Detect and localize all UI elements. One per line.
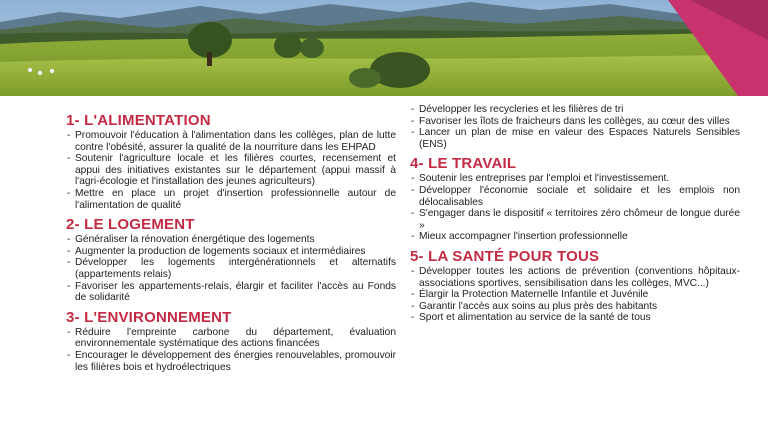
- list-item: - Élargir la Protection Maternelle Infantile et Juvénile: [410, 289, 740, 301]
- landscape-banner: [0, 0, 768, 96]
- list-item: - Favoriser les appartements-relais, élargir et faciliter l'accès au Fonds de solidarité: [66, 281, 396, 304]
- list-item: - Lancer un plan de mise en valeur des Espaces Naturels Sensibles (ENS): [410, 127, 740, 150]
- section-alimentation: [66, 112, 396, 211]
- section-sante: [410, 248, 740, 324]
- list-item: - Mettre en place un projet d'insertion professionnelle autour de l'alimentation de qualité: [66, 188, 396, 211]
- list-item: - Généraliser la rénovation énergétique des logements: [66, 234, 396, 246]
- right-column: [410, 104, 740, 329]
- list-item: - Sport et alimentation au service de la santé de tous: [410, 312, 740, 324]
- bullet-list: [66, 327, 396, 373]
- list-item: - Mieux accompagner l'insertion professionnelle: [410, 231, 740, 243]
- list-item: - Encourager le développement des énergies renouvelables, promouvoir les filières bois et hydroélectriques: [66, 350, 396, 373]
- list-item: - Soutenir l'agriculture locale et les filières courtes, recensement et appui des initiatives existantes sur le département (appui massif à l'agri-écologie et l'installation des jeunes agriculteurs): [66, 153, 396, 188]
- list-item: - Développer l'économie sociale et solidaire et les emplois non délocalisables: [410, 185, 740, 208]
- bullet-list: [66, 130, 396, 211]
- bullet-list: [410, 266, 740, 324]
- list-item: - Favoriser les îlots de fraicheurs dans les collèges, au cœur des villes: [410, 116, 740, 128]
- section-travail: [410, 155, 740, 243]
- list-item: - Augmenter la production de logements sociaux et intermédiaires: [66, 246, 396, 258]
- list-item: - Réduire l'empreinte carbone du département, évaluation environnementale systématique des actions financées: [66, 327, 396, 350]
- list-item: - Promouvoir l'éducation à l'alimentation dans les collèges, plan de lutte contre l'obésité, assurer la qualité de la nourriture dans les EHPAD: [66, 130, 396, 153]
- section-environnement: [66, 309, 396, 373]
- section-title: 2- LE LOGEMENT: [66, 216, 195, 234]
- list-item: - Garantir l'accès aux soins au plus près des habitants: [410, 301, 740, 313]
- left-column: [66, 112, 396, 378]
- section-title: 1- L'ALIMENTATION: [66, 112, 211, 129]
- list-item: - Développer les recycleries et les filières de tri: [410, 104, 740, 116]
- landscape-illustration: [0, 0, 768, 96]
- list-item: - Soutenir les entreprises par l'emploi et l'investissement.: [410, 173, 740, 185]
- list-item: - Développer les logements intergénérationnels et alternatifs (appartements relais): [66, 257, 396, 280]
- bullet-list: [66, 234, 396, 304]
- section-title: 4- LE TRAVAIL: [410, 155, 517, 173]
- section-title: 5- LA SANTÉ POUR TOUS: [410, 247, 600, 265]
- list-item: - S'engager dans le dispositif « territoires zéro chômeur de longue durée »: [410, 208, 740, 231]
- bullet-list-continuation: [410, 104, 740, 150]
- list-item: - Développer toutes les actions de prévention (conventions hôpitaux-associations sportives, sensibilisation dans les collèges, MVC...): [410, 266, 740, 289]
- bullet-list: [410, 173, 740, 243]
- section-title: 3- L'ENVIRONNEMENT: [66, 308, 232, 326]
- section-logement: [66, 216, 396, 304]
